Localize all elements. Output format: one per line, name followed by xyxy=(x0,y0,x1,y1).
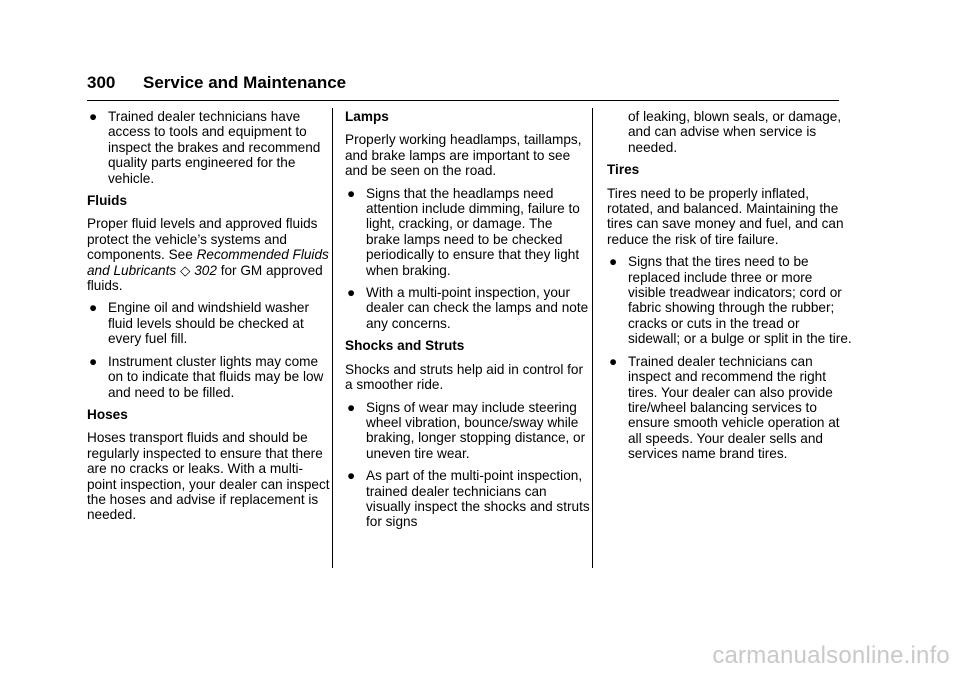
xref-page[interactable]: 302 xyxy=(194,262,217,278)
fluids-text-end: for GM approved fluids. xyxy=(87,262,323,294)
bullet-text: As part of the multi-point inspection, trained dealer technicians can visually inspect the shocks and struts for signs xyxy=(366,468,590,530)
page-header xyxy=(87,70,839,101)
bullet-icon: ● xyxy=(609,353,618,369)
fluids-paragraph xyxy=(87,216,332,293)
fluids-heading: Fluids xyxy=(87,193,128,209)
continued-bullet-text: of leaking, blown seals, or damage, and can advise when service is needed. xyxy=(628,109,842,155)
tires-heading: Tires xyxy=(607,162,640,178)
tires-paragraph: Tires need to be properly inflated, rotated, and balanced. Maintaining the tires can save money and fuel, and can reduce the risk of tire failure. xyxy=(607,185,844,247)
hoses-paragraph: Hoses transport fluids and should be regularly inspected to ensure that there are no cracks or leaks. With a multi-point inspection, your dealer can inspect the hoses and advise if replacement is needed. xyxy=(87,430,330,523)
bullet-item xyxy=(345,285,590,331)
bullet-item xyxy=(87,354,332,400)
bullet-text: Signs that the tires need to be replaced include three or more visible treadwear indicators; cord or fabric showing through the rubber; cracks or cuts in the tread or sidewall; or a bulge or split in the tire. xyxy=(628,254,852,347)
xref-link[interactable]: Recommended Fluids and Lubricants xyxy=(87,247,329,278)
bullet-icon: ● xyxy=(89,109,98,124)
column-divider xyxy=(592,108,593,568)
bullet-item xyxy=(87,109,332,186)
bullet-item xyxy=(607,354,852,462)
watermark: carmanualsonline.info xyxy=(712,642,950,669)
bullet-text: Trained dealer technicians have access to tools and equipment to inspect the brakes and recommend quality parts engineered for the vehicle. xyxy=(108,109,321,186)
lamps-heading: Lamps xyxy=(345,109,389,124)
page-number: 300 xyxy=(87,73,116,92)
column-divider xyxy=(332,108,333,568)
column-1 xyxy=(87,109,332,530)
section-title: Service and Maintenance xyxy=(143,73,347,92)
shocks-heading: Shocks and Struts xyxy=(345,338,465,354)
bullet-text: Engine oil and windshield washer fluid levels should be checked at every fuel fill. xyxy=(108,300,310,347)
bullet-icon: ● xyxy=(347,185,356,201)
bullet-item xyxy=(345,468,590,530)
bullet-item xyxy=(607,254,852,346)
bullet-text: Trained dealer technicians can inspect and recommend the right tires. Your dealer can also provide tire/wheel balancing services to ensure smooth vehicle operation at all speeds. Your dealer sells and services name brand tires. xyxy=(628,353,840,462)
shocks-paragraph: Shocks and struts help aid in control for a smoother ride. xyxy=(345,361,584,393)
bullet-icon: ● xyxy=(89,300,98,316)
bullet-text: With a multi-point inspection, your dealer can check the lamps and note any concerns. xyxy=(366,285,589,331)
bullet-icon: ● xyxy=(347,468,356,484)
column-3 xyxy=(607,109,852,469)
bullet-icon: ● xyxy=(89,353,98,369)
bullet-icon: ● xyxy=(347,399,356,415)
bullet-icon: ● xyxy=(347,285,356,301)
fluids-text: Proper fluid levels and approved fluids protect the vehicle’s systems and components. See xyxy=(87,216,318,263)
bullet-text: Signs that the headlamps need attention include dimming, failure to light, cracking, or damage. The brake lamps need to be checked periodically to ensure that they light when braking. xyxy=(366,185,580,278)
bullet-item xyxy=(345,186,590,278)
column-2 xyxy=(345,109,590,537)
bullet-text: Signs of wear may include steering wheel vibration, bounce/sway while braking, longer stopping distance, or uneven tire wear. xyxy=(366,399,586,461)
bullet-icon: ● xyxy=(609,254,618,270)
bullet-text: Instrument cluster lights may come on to indicate that fluids may be low and need to be filled. xyxy=(108,353,324,400)
bullet-item xyxy=(345,400,590,462)
bullet-item xyxy=(87,300,332,346)
hoses-heading: Hoses xyxy=(87,406,128,422)
lamps-paragraph: Properly working headlamps, taillamps, and brake lamps are important to see and be seen on the road. xyxy=(345,132,582,179)
xref-icon: ◇ xyxy=(179,262,191,278)
